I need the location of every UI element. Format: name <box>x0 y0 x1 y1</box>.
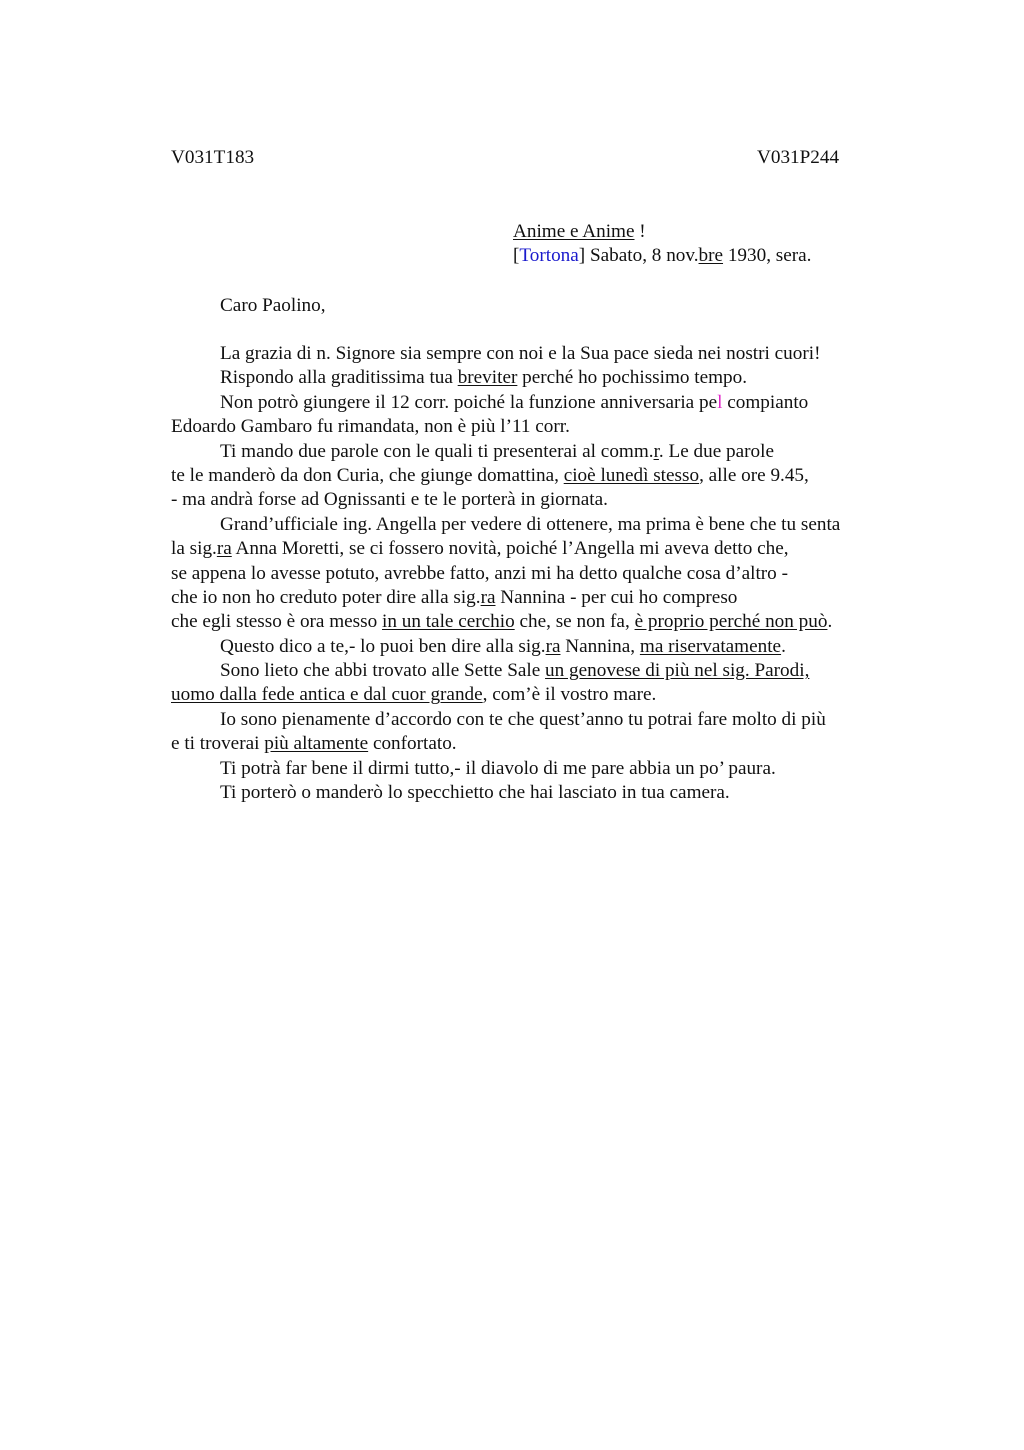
line-text: che egli stesso è ora messo <box>171 611 383 633</box>
underlined-text: ra <box>480 586 496 608</box>
underlined-text: più altamente <box>264 733 369 755</box>
document-code-right: V031P244 <box>757 147 840 168</box>
body-line <box>171 513 911 537</box>
heading-date-part-a: ] Sabato, 8 nov. <box>578 245 699 267</box>
line-text: - ma andrà forse ad Ognissanti e te le porterà in giornata. <box>171 489 608 511</box>
line-text: Io sono pienamente d’accordo con te che quest’anno tu potrai fare molto di più <box>220 708 826 730</box>
letter-body <box>171 342 911 805</box>
body-line <box>171 708 911 732</box>
body-line <box>171 342 911 366</box>
underlined-text: uomo dalla fede antica e dal cuor grande <box>171 684 483 706</box>
line-text: Nannina - per cui ho compreso <box>495 586 738 608</box>
body-line <box>171 366 911 390</box>
line-text: . <box>781 635 786 657</box>
heading-date-part-b: bre <box>698 245 724 267</box>
line-text: La grazia di n. Signore sia sempre con noi e la Sua pace sieda nei nostri cuori! <box>220 343 821 364</box>
salutation: Caro Paolino, <box>220 295 326 316</box>
body-line <box>171 537 911 561</box>
line-text: la sig. <box>171 538 217 560</box>
line-text: Nannina, <box>560 635 640 657</box>
line-text: compianto <box>722 391 809 413</box>
line-text: Edoardo Gambaro fu rimandata, non è più l’11 corr. <box>171 416 570 438</box>
line-text: confortato. <box>368 733 457 755</box>
underlined-text: è proprio perché non può <box>634 611 828 633</box>
body-line <box>171 732 911 756</box>
line-text: Non potrò giungere il 12 corr. poiché la funzione anniversaria pe <box>220 391 718 413</box>
body-line <box>171 610 911 634</box>
line-text: Ti porterò o manderò lo specchietto che hai lasciato in tua camera. <box>220 782 730 804</box>
line-text: , com’è il vostro mare. <box>482 684 657 706</box>
line-text: Ti potrà far bene il dirmi tutto,- il diavolo di me pare abbia un po’ paura. <box>220 757 776 779</box>
line-text: perché ho pochissimo tempo. <box>517 367 748 389</box>
letter-heading <box>513 220 811 269</box>
line-text: l <box>717 391 723 413</box>
body-line <box>171 562 911 586</box>
body-line <box>171 635 911 659</box>
body-line <box>171 464 911 488</box>
body-line <box>171 440 911 464</box>
line-text: Questo dico a te,- lo puoi ben dire alla sig. <box>220 635 546 657</box>
body-line <box>171 659 911 683</box>
heading-place: Tortona <box>519 245 579 267</box>
line-text: Ti mando due parole con le quali ti presenterai al comm. <box>220 440 654 462</box>
heading-bracket-open: [ <box>513 245 520 267</box>
line-text: . <box>827 611 833 633</box>
underlined-text: ra <box>545 635 561 657</box>
line-text: e ti troverai <box>171 733 265 755</box>
underlined-text: ma riservatamente <box>639 635 782 657</box>
heading-title-suffix: ! <box>634 221 646 242</box>
body-line <box>171 683 911 707</box>
heading-date-part-c: 1930, sera. <box>723 245 812 267</box>
line-text: Anna Moretti, se ci fossero novità, poiché l’Angella mi aveva detto che, <box>231 538 789 560</box>
body-line <box>171 391 911 415</box>
heading-date-line <box>513 244 811 268</box>
heading-title-line <box>513 220 811 244</box>
line-text: . Le due parole <box>658 440 774 462</box>
body-line <box>171 415 911 439</box>
line-text: che, se non fa, <box>514 611 635 633</box>
underlined-text: un genovese di più nel sig. Parodi, <box>545 660 810 682</box>
underlined-text: cioè lunedì stesso <box>563 464 700 486</box>
document-code-left: V031T183 <box>171 147 255 168</box>
line-text: te le manderò da don Curia, che giunge domattina, <box>171 464 564 486</box>
line-text: , alle ore 9.45, <box>699 464 809 486</box>
body-line <box>171 586 911 610</box>
body-line <box>171 757 911 781</box>
underlined-text: ra <box>216 538 232 560</box>
body-line <box>171 781 911 805</box>
body-line <box>171 488 911 512</box>
underlined-text: in un tale cerchio <box>382 611 515 633</box>
line-text: Grand’ufficiale ing. Angella per vedere di ottenere, ma prima è bene che tu senta <box>220 513 841 535</box>
line-text: Rispondo alla graditissima tua <box>220 367 458 389</box>
line-text: se appena lo avesse potuto, avrebbe fatto, anzi mi ha detto qualche cosa d’altro - <box>171 562 788 584</box>
underlined-text: r <box>653 440 659 462</box>
line-text: che io non ho creduto poter dire alla sig. <box>171 586 481 608</box>
heading-title: Anime e Anime <box>513 221 635 242</box>
underlined-text: breviter <box>457 367 518 389</box>
line-text: Sono lieto che abbi trovato alle Sette Sale <box>220 660 546 682</box>
